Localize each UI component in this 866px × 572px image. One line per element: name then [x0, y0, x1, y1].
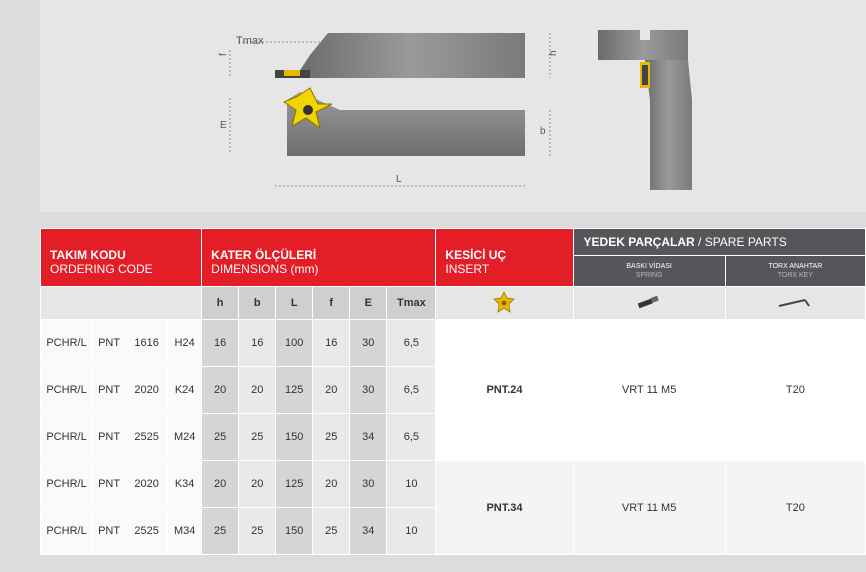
- dim-cell: 30: [350, 461, 387, 508]
- dim-cell: 16: [313, 320, 350, 367]
- dim-cell: 25: [202, 414, 239, 461]
- col-tmax: Tmax: [387, 287, 436, 320]
- screw-icon-cell: [573, 287, 725, 320]
- dim-cell: 16: [239, 320, 276, 367]
- dimensions-header: KATER ÖLÇÜLERİ DIMENSIONS (mm): [202, 229, 436, 287]
- code-cell: 2525: [126, 508, 168, 555]
- spec-table: [40, 228, 866, 555]
- col-h: h: [202, 287, 239, 320]
- table-row: [41, 461, 866, 508]
- code-cell: 2020: [126, 367, 168, 414]
- code-cell: K34: [168, 461, 202, 508]
- code-cell: PNT: [93, 461, 126, 508]
- dim-cell: 25: [239, 414, 276, 461]
- code-cell: PNT: [93, 320, 126, 367]
- code-cell: 1616: [126, 320, 168, 367]
- dim-cell: 30: [350, 367, 387, 414]
- torx-key-icon: [775, 292, 815, 312]
- dim-cell: 20: [202, 461, 239, 508]
- b-label: b: [540, 126, 546, 137]
- spring-cell: VRT 11 M5: [573, 461, 725, 555]
- dim-cell: 34: [350, 414, 387, 461]
- dim-cell: 20: [313, 367, 350, 414]
- l-label: L: [396, 174, 402, 185]
- spare-parts-header: YEDEK PARÇALAR / SPARE PARTS: [573, 229, 865, 256]
- dim-cell: 125: [276, 461, 313, 508]
- e-label: E: [220, 120, 227, 131]
- dim-cell: 150: [276, 508, 313, 555]
- code-cell: PCHR/L: [41, 367, 93, 414]
- dim-cell: 34: [350, 508, 387, 555]
- col-e: E: [350, 287, 387, 320]
- dim-cell: 16: [202, 320, 239, 367]
- code-cell: 2525: [126, 414, 168, 461]
- tmax-label: Tmax: [236, 35, 264, 47]
- torx-key-cell: T20: [725, 461, 865, 555]
- dim-cell: 125: [276, 367, 313, 414]
- dim-cell: 25: [313, 508, 350, 555]
- code-cell: 2020: [126, 461, 168, 508]
- dim-cell: 100: [276, 320, 313, 367]
- dim-cell: 10: [387, 461, 436, 508]
- spring-header: BASKI VİDASI SPRING: [573, 256, 725, 287]
- technical-drawing: [40, 0, 866, 212]
- dim-cell: 6,5: [387, 367, 436, 414]
- code-cell: PNT: [93, 367, 126, 414]
- dim-cell: 20: [239, 461, 276, 508]
- torx-key-icon-cell: [725, 287, 865, 320]
- top-view: [218, 33, 559, 78]
- ordering-blank: [41, 287, 202, 320]
- dim-cell: 25: [239, 508, 276, 555]
- dim-cell: 6,5: [387, 320, 436, 367]
- ordering-code-header: TAKIM KODU ORDERING CODE: [41, 229, 202, 287]
- torx-key-cell: T20: [725, 320, 865, 461]
- insert-icon: [493, 291, 515, 313]
- end-view: [598, 30, 692, 190]
- code-cell: M34: [168, 508, 202, 555]
- code-cell: PNT: [93, 508, 126, 555]
- insert-cell: PNT.24: [436, 320, 573, 461]
- h-label-top: h: [548, 50, 559, 56]
- screw-icon: [634, 292, 664, 312]
- drawing-svg: [40, 0, 866, 212]
- code-cell: M24: [168, 414, 202, 461]
- dim-cell: 20: [202, 367, 239, 414]
- dim-cell: 6,5: [387, 414, 436, 461]
- code-cell: PNT: [93, 414, 126, 461]
- code-cell: PCHR/L: [41, 508, 93, 555]
- code-cell: PCHR/L: [41, 414, 93, 461]
- dim-cell: 25: [313, 414, 350, 461]
- code-cell: H24: [168, 320, 202, 367]
- code-cell: K24: [168, 367, 202, 414]
- dim-cell: 25: [202, 508, 239, 555]
- code-cell: PCHR/L: [41, 461, 93, 508]
- side-view: [220, 88, 550, 186]
- code-cell: PCHR/L: [41, 320, 93, 367]
- table-row: [41, 320, 866, 367]
- dim-cell: 20: [313, 461, 350, 508]
- f-label: f: [218, 53, 229, 56]
- dim-cell: 10: [387, 508, 436, 555]
- dim-cell: 20: [239, 367, 276, 414]
- dim-cell: 30: [350, 320, 387, 367]
- spring-cell: VRT 11 M5: [573, 320, 725, 461]
- insert-icon-cell: [436, 287, 573, 320]
- insert-header: KESİCİ UÇ INSERT: [436, 229, 573, 287]
- col-f: f: [313, 287, 350, 320]
- col-b: b: [239, 287, 276, 320]
- torx-key-header: TORX ANAHTAR TORX KEY: [725, 256, 865, 287]
- dim-cell: 150: [276, 414, 313, 461]
- insert-cell: PNT.34: [436, 461, 573, 555]
- col-l: L: [276, 287, 313, 320]
